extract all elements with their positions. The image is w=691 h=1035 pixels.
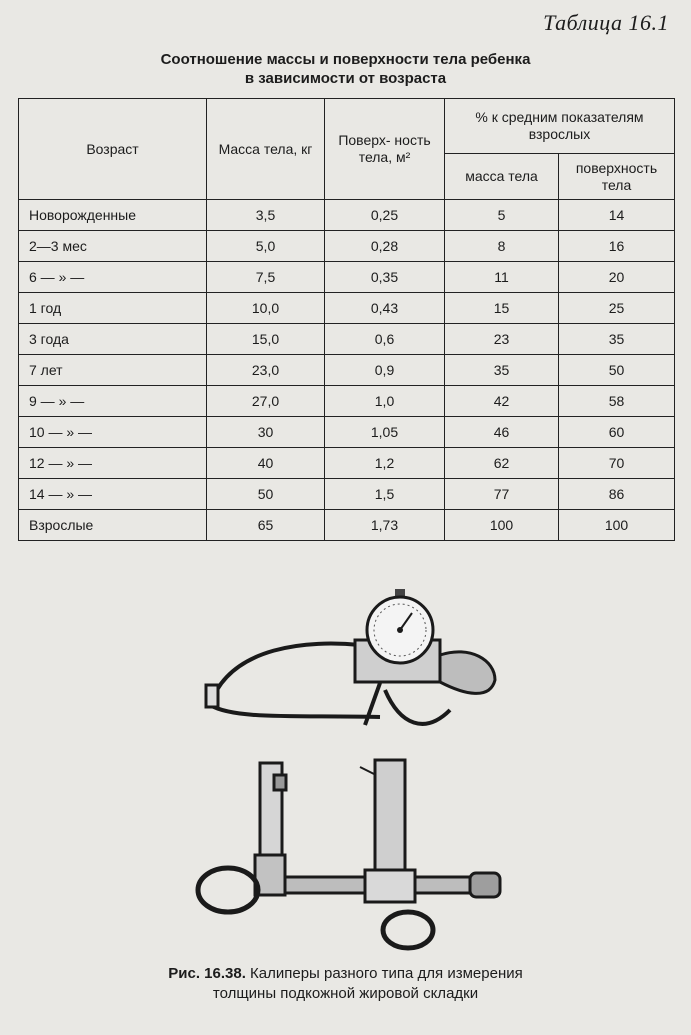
age-cell: 12 — » — xyxy=(19,448,207,479)
percent-mass-cell: 23 xyxy=(445,324,559,355)
table-body xyxy=(19,200,675,541)
table-row xyxy=(19,386,675,417)
percent-surface-cell: 14 xyxy=(559,200,675,231)
age-cell: 6 — » — xyxy=(19,262,207,293)
table-row xyxy=(19,479,675,510)
percent-surface-cell: 86 xyxy=(559,479,675,510)
table-row xyxy=(19,355,675,386)
percent-surface-cell: 35 xyxy=(559,324,675,355)
age-cell: 9 — » — xyxy=(19,386,207,417)
percent-surface-cell: 16 xyxy=(559,231,675,262)
mass-cell: 50 xyxy=(207,479,325,510)
percent-surface-cell: 50 xyxy=(559,355,675,386)
surface-cell: 1,0 xyxy=(325,386,445,417)
sliding-caliper xyxy=(198,760,500,948)
percent-mass-cell: 46 xyxy=(445,417,559,448)
table-title xyxy=(0,50,691,88)
data-table xyxy=(18,98,675,541)
mass-cell: 3,5 xyxy=(207,200,325,231)
percent-surface-cell: 100 xyxy=(559,510,675,541)
percent-mass-cell: 62 xyxy=(445,448,559,479)
surface-cell: 0,35 xyxy=(325,262,445,293)
table-row xyxy=(19,448,675,479)
age-cell: 10 — » — xyxy=(19,417,207,448)
header-mass: Масса тела, кг xyxy=(207,99,325,200)
mass-cell: 23,0 xyxy=(207,355,325,386)
percent-mass-cell: 11 xyxy=(445,262,559,293)
age-cell: 14 — » — xyxy=(19,479,207,510)
mass-cell: 40 xyxy=(207,448,325,479)
dial-gauge-icon xyxy=(367,589,433,663)
header-age: Возраст xyxy=(19,99,207,200)
table-number: Таблица 16.1 xyxy=(543,10,669,35)
surface-cell: 1,05 xyxy=(325,417,445,448)
mass-cell: 30 xyxy=(207,417,325,448)
table-row xyxy=(19,293,675,324)
header-percent-surface: поверхность тела xyxy=(559,154,675,200)
age-cell: 1 год xyxy=(19,293,207,324)
age-cell: 7 лет xyxy=(19,355,207,386)
header-percent-mass: масса тела xyxy=(445,154,559,200)
age-cell: Новорожденные xyxy=(19,200,207,231)
percent-surface-cell: 70 xyxy=(559,448,675,479)
surface-cell: 0,6 xyxy=(325,324,445,355)
table-row xyxy=(19,417,675,448)
mass-cell: 10,0 xyxy=(207,293,325,324)
percent-mass-cell: 42 xyxy=(445,386,559,417)
surface-cell: 0,28 xyxy=(325,231,445,262)
table-row xyxy=(19,262,675,293)
surface-cell: 1,2 xyxy=(325,448,445,479)
percent-mass-cell: 77 xyxy=(445,479,559,510)
percent-mass-cell: 100 xyxy=(445,510,559,541)
percent-mass-cell: 35 xyxy=(445,355,559,386)
percent-surface-cell: 58 xyxy=(559,386,675,417)
table-title-line-1: Соотношение массы и поверхности тела ребенка xyxy=(160,51,531,68)
table-row xyxy=(19,510,675,541)
age-cell: 2—3 мес xyxy=(19,231,207,262)
percent-surface-cell: 25 xyxy=(559,293,675,324)
mass-cell: 65 xyxy=(207,510,325,541)
percent-mass-cell: 5 xyxy=(445,200,559,231)
surface-cell: 0,43 xyxy=(325,293,445,324)
dial-caliper xyxy=(206,640,495,725)
percent-surface-cell: 20 xyxy=(559,262,675,293)
surface-cell: 1,5 xyxy=(325,479,445,510)
table-row xyxy=(19,231,675,262)
table-row xyxy=(19,324,675,355)
percent-mass-cell: 15 xyxy=(445,293,559,324)
table-row xyxy=(19,200,675,231)
calipers-illustration xyxy=(190,585,520,960)
mass-cell: 7,5 xyxy=(207,262,325,293)
age-cell: 3 года xyxy=(19,324,207,355)
percent-mass-cell: 8 xyxy=(445,231,559,262)
surface-cell: 0,25 xyxy=(325,200,445,231)
age-cell: Взрослые xyxy=(19,510,207,541)
mass-cell: 27,0 xyxy=(207,386,325,417)
mass-cell: 5,0 xyxy=(207,231,325,262)
table-title-line-2: в зависимости от возраста xyxy=(244,70,447,87)
figure-label: Рис. 16.38. xyxy=(168,965,246,982)
percent-surface-cell: 60 xyxy=(559,417,675,448)
surface-cell: 0,9 xyxy=(325,355,445,386)
header-percent-group: % к средним показателям взрослых xyxy=(445,99,675,154)
figure-caption-line-2: толщины подкожной жировой складки xyxy=(212,985,479,1002)
header-surface: Поверх- ность тела, м² xyxy=(325,99,445,200)
surface-cell: 1,73 xyxy=(325,510,445,541)
figure-caption xyxy=(0,964,691,1004)
mass-cell: 15,0 xyxy=(207,324,325,355)
figure-caption-line-1: Калиперы разного типа для измерения xyxy=(250,965,523,982)
